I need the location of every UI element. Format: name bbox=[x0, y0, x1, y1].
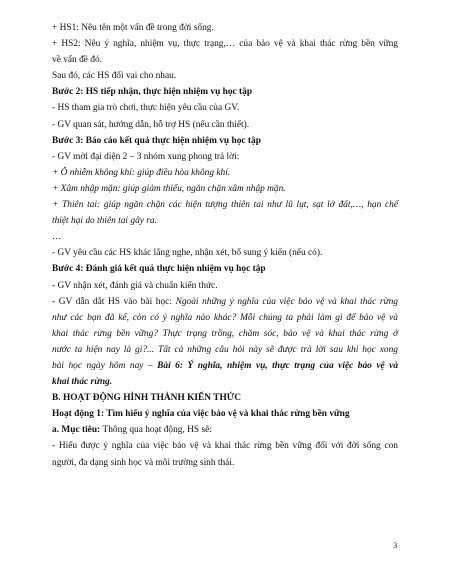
activity-heading: Hoạt động 1: Tìm hiểu ý nghĩa của việc bảo vệ và khai thác rừng bền vững bbox=[52, 409, 350, 420]
text-line: về vấn đề đó. bbox=[52, 55, 102, 66]
text-line: như các bạn đã kể, còn có ý nghĩa nào khác? Mỗi chúng ta phải làm gì để bảo vệ và bbox=[52, 312, 398, 323]
section-heading: B. HOẠT ĐỘNG HÌNH THÀNH KIẾN THỨC bbox=[52, 393, 242, 404]
step-heading: Bước 4: Đánh giá kết quả thực hiện nhiệm vụ học tập bbox=[52, 264, 266, 275]
step-heading: Bước 3: Báo cáo kết quả thực hiện nhiệm vụ học tập bbox=[52, 135, 261, 146]
text-line bbox=[52, 294, 398, 310]
text-line: người, đa dạng sinh học và môi trường sinh thái. bbox=[52, 457, 235, 468]
text-line: Sau đó, các HS đổi vai cho nhau. bbox=[52, 71, 177, 82]
page-number: 3 bbox=[393, 540, 398, 550]
step-heading: Bước 2: HS tiếp nhận, thực hiện nhiệm vụ học tập bbox=[52, 87, 253, 98]
text-line: - GV nhận xét, đánh giá và chuẩn kiến thức. bbox=[52, 280, 218, 291]
italic-run: bài học ngày hôm nay – bbox=[52, 360, 158, 371]
answer-line: + Ô nhiễm không khí: giúp điều hòa không khí. bbox=[52, 167, 231, 178]
objective-label: a. Mục tiêu: bbox=[52, 425, 103, 436]
ellipsis-line: … bbox=[52, 232, 62, 243]
document-body bbox=[52, 20, 398, 471]
text-line: - HS tham gia trò chơi, thực hiện yêu cầu của GV. bbox=[52, 103, 240, 114]
answer-line: + Thiên tai: giúp ngăn chặn các hiện tượng thiên tai như lũ lụt, sạt lở đất,…, hạn chế bbox=[52, 200, 398, 211]
text-run: Thông qua hoạt động, HS sẽ: bbox=[102, 425, 212, 436]
text-line: - GV quan sát, hướng dẫn, hỗ trợ HS (nếu cần thiết). bbox=[52, 119, 250, 130]
text-line: - GV yêu cầu các HS khác lắng nghe, nhận xét, bổ sung ý kiến (nếu có). bbox=[52, 248, 323, 259]
text-line: khai thác rừng bền vững? Thực trạng trồng, chăm sóc, bảo vệ và khai thác rừng ở bbox=[52, 328, 398, 339]
lesson-title-run: khai thác rừng. bbox=[52, 377, 113, 388]
text-line: + HS1: Nêu tên một vấn đề trong đời sống. bbox=[52, 23, 214, 33]
answer-line: + Xâm nhập mặn: giúp giảm thiểu, ngăn chặn xâm nhập mặn. bbox=[52, 183, 286, 194]
text-line: - Hiểu được ý nghĩa của việc bảo vệ và khai thác rừng bền vững đối với đời sống con bbox=[52, 441, 398, 452]
text-line: - GV mời đại diện 2 – 3 nhóm xung phong trả lời: bbox=[52, 151, 240, 162]
italic-run: Ngoài những ý nghĩa của việc bảo vệ và khai thác rừng bbox=[175, 296, 398, 307]
answer-line: thiệt hại do thiên tai gây ra. bbox=[52, 216, 157, 227]
text-run: - GV dẫn dắt HS vào bài học: bbox=[52, 296, 176, 307]
lesson-title-run: Bài 6: Ý nghĩa, nhiệm vụ, thực trạng của việc bảo vệ và bbox=[157, 360, 399, 371]
text-line: nước ta hiện nay là gì?... Tất cả những câu hỏi này sẽ được trả lời sau khi học xong bbox=[52, 344, 398, 355]
text-line: + HS2: Nêu ý nghĩa, nhiệm vụ, thực trạng,… của bảo vệ và khai thác rừng bền vững bbox=[52, 39, 398, 50]
text-line bbox=[52, 358, 398, 374]
text-line bbox=[52, 422, 398, 438]
